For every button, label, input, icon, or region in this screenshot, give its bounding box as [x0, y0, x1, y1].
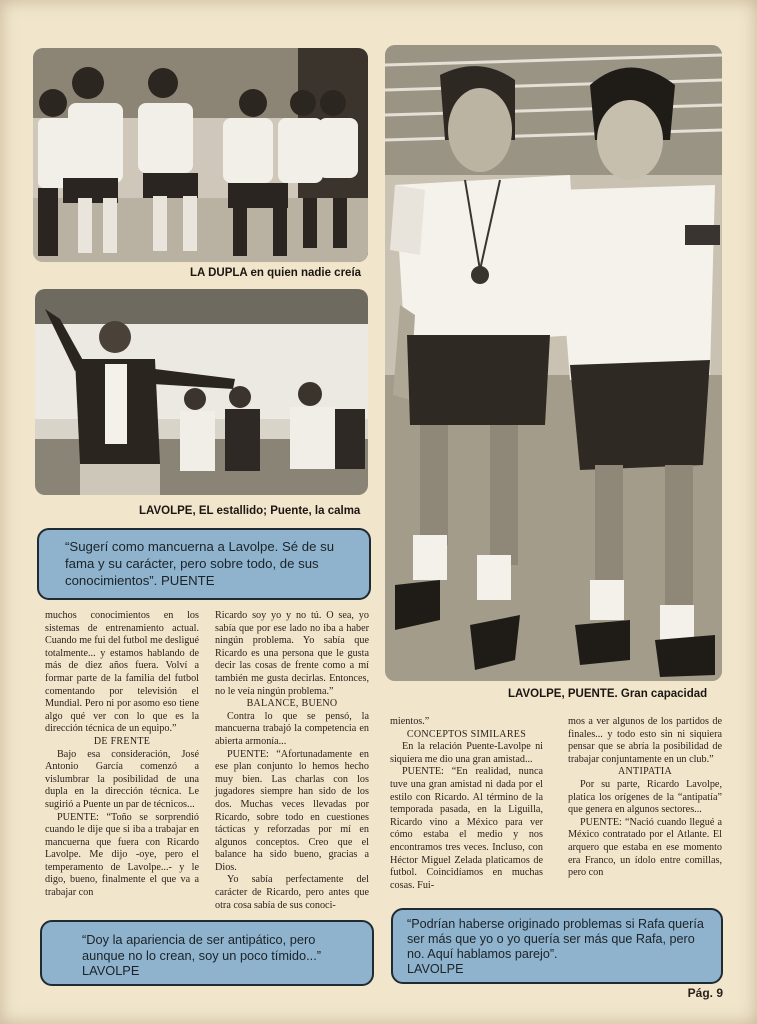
section-heading: ANTIPATIA — [618, 766, 672, 778]
paragraph: mos a ver algunos de los partidos de finales... y todo esto sin ni siquiera pensar que se abría la posibilidad de trabajar conjuntamente en un club.” — [568, 716, 722, 765]
caption-photo-sideline: LAVOLPE, EL estallido; Puente, la calma — [139, 505, 361, 517]
paragraph: Yo sabía perfectamente del carácter de Ricardo, pero antes que otra cosa sabía de sus conoci- — [215, 874, 369, 911]
pull-quote-text: “Podrían haberse originado problemas si Rafa quería ser más que yo o yo quería ser más que Rafa, pero no. Aquí hablamos parejo”. — [407, 917, 704, 961]
photo-lavolpe-sideline — [35, 289, 368, 495]
pull-quote-author: LAVOLPE — [407, 962, 464, 976]
photo-bench-group — [33, 48, 368, 262]
paragraph: Contra lo que se pensó, la mancuerna trabajó la competencia en abierta armonía... — [215, 710, 369, 747]
paragraph: muchos conocimientos en los sistemas de entrenamiento actual. Cuando me fui del futbol me desligué totalmente... y estamos hablando de más de diez años fuera. Volví a formar parte de la familia del futbol comentando por televisión el Mundial. Pero ni por asomo eso tiene algo qué ver con lo que es la dirección técnica de un equipo.” — [45, 610, 199, 735]
section-heading: BALANCE, BUENO — [246, 698, 338, 710]
pull-quote-author: LAVOLPE — [82, 963, 140, 978]
pull-quote-puente — [37, 528, 371, 600]
paragraph: PUENTE: “Toño se sorprendió cuando le dije que si iba a trabajar en mancuerna que fuera con Ricardo Lavolpe. Me dijo -oye, pero el temperamento de Lavolpe...- y le digo, bueno, finalmente el que va a trabajar con — [45, 811, 199, 899]
caption-photo-bench: LA DUPLA en quien nadie creía — [190, 267, 362, 279]
article-column-1 — [45, 610, 199, 900]
paragraph: PUENTE: “En realidad, nunca tuve una gran amistad ni dada por el estilo con Ricardo. Al término de la temporada pasada, en la Liguilla, Ricardo vino a México para ver cómo estaba el medio y nos encontramos tres veces. Incluso, con Héctor Miguel Zelada platicamos de futbol. Coincidíamos en muchas cosas. Fui- — [390, 766, 543, 891]
paragraph: PUENTE: “Nació cuando llegué a México contratado por el Atlante. El arquero que estaba en ese momento era Franco, un ídolo entre comillas, pero con — [568, 816, 722, 879]
article-column-4 — [568, 716, 722, 880]
pull-quote-lavolpe-2 — [391, 908, 723, 984]
article-column-2 — [215, 610, 369, 912]
pull-quote-text: “Doy la apariencia de ser antipático, pero aunque no lo crean, soy un poco tímido...” — [82, 932, 322, 963]
article-column-3 — [390, 716, 543, 892]
paragraph: mientos.” — [390, 716, 430, 727]
paragraph: Bajo esa consideración, José Antonio García comenzó a vislumbrar la posibilidad de una dupla en la dirección técnica. Le sugirió a Puente un par de técnicos... — [45, 748, 199, 810]
pull-quote-lavolpe-1 — [40, 920, 374, 986]
page-number: Pág. 9 — [687, 986, 723, 1000]
pull-quote-text: “Sugerí como mancuerna a Lavolpe. Sé de su fama y su carácter, pero sobre todo, de sus conocimientos”. PUENTE — [65, 539, 335, 588]
paragraph: En la relación Puente-Lavolpe ni siquiera me dio una gran amistad... — [390, 741, 543, 765]
photo-lavolpe-puente — [385, 45, 722, 681]
section-heading: DE FRENTE — [93, 735, 151, 747]
section-heading: CONCEPTOS SIMILARES — [406, 728, 527, 740]
paragraph: Ricardo soy yo y no tú. O sea, yo sabía que por ese lado no iba a haber ningún problema. Yo sabía que Ricardo es una persona que le gusta decir las cosas de frente como a mí también me gusta decirlas. Entonces, no le veía ningún problema.” — [215, 610, 369, 697]
paragraph: Por su parte, Ricardo Lavolpe, platica los orígenes de la “antipatía” que genera en algunos sectores... — [568, 778, 722, 816]
paragraph: PUENTE: “Afortunadamente en ese plan conjunto lo hemos hecho muy bien. Las charlas con los jugadores siempre han sido de los dos. Muchas veces llevadas por Ricardo, sobre todo en cuestiones tácticas y reforzadas por mí en algunos conceptos. Creo que el balance ha sido bueno, gracias a Dios. — [215, 748, 369, 873]
caption-photo-duo: LAVOLPE, PUENTE. Gran capacidad — [508, 688, 708, 700]
